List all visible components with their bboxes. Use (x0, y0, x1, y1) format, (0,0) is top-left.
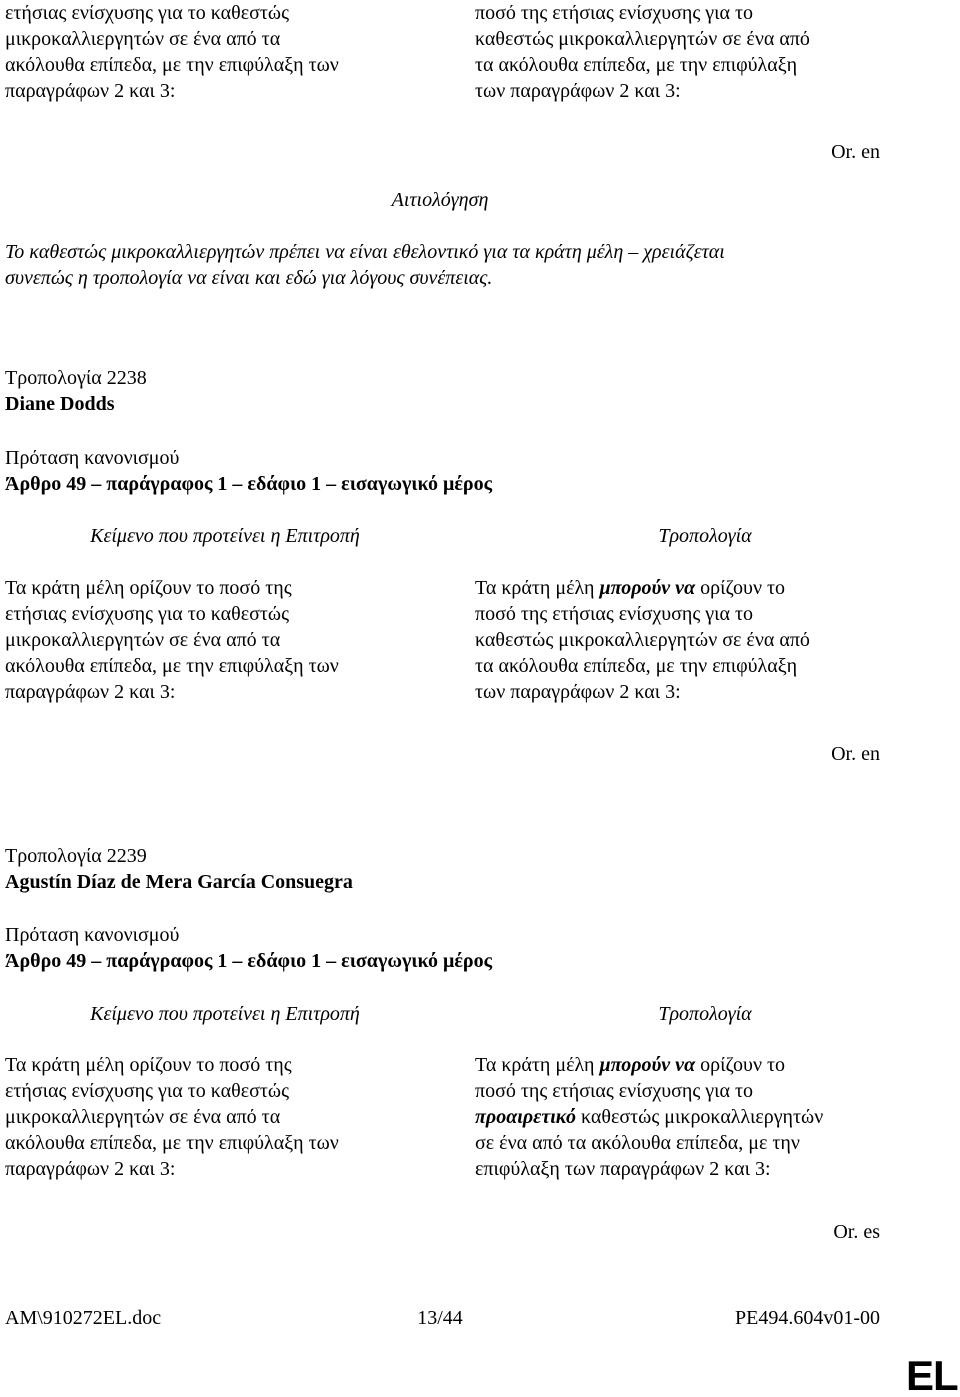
original-language: Or. en (831, 141, 880, 163)
prev-commission-text (5, 0, 445, 104)
amendment-heading: Τροπολογία (658, 525, 752, 547)
original-language: Or. en (831, 743, 880, 765)
article-reference: Άρθρο 49 – παράγραφος 1 – εδάφιο 1 – εισαγωγικό μέρος (5, 473, 493, 495)
emphasized-change: μπορούν να (599, 577, 696, 599)
amendment-text (475, 575, 935, 705)
text-line (475, 575, 935, 601)
emphasized-change: μπορούν να (599, 1054, 696, 1076)
prev-amendment-text (475, 0, 935, 104)
text-line: ετήσιας ενίσχυσης για το καθεστώς (5, 2, 289, 24)
amendment-2238-reference (5, 445, 885, 497)
text-line: συνεπώς η τροπολογία να είναι και εδώ για λόγους συνέπειας. (5, 267, 493, 289)
commission-text-heading: Κείμενο που προτείνει η Επιτροπή (90, 1003, 360, 1025)
amendment-number: Τροπολογία 2239 (5, 845, 147, 867)
emphasized-change: προαιρετικό (475, 1106, 576, 1128)
proposal-label: Πρόταση κανονισμού (5, 447, 180, 469)
text-line: καθεστώς μικροκαλλιεργητών σε ένα από (475, 629, 810, 651)
text-line: σε ένα από τα ακόλουθα επίπεδα, με την (475, 1132, 800, 1154)
commission-text (5, 1052, 445, 1182)
text-line: παραγράφων 2 και 3: (5, 80, 176, 102)
commission-text-heading: Κείμενο που προτείνει η Επιτροπή (90, 525, 360, 547)
text-line: των παραγράφων 2 και 3: (475, 681, 681, 703)
text-line: τα ακόλουθα επίπεδα, με την επιφύλαξη (475, 655, 798, 677)
text-line: επιφύλαξη των παραγράφων 2 και 3: (475, 1158, 771, 1180)
footer-pe-reference: PE494.604v01-00 (735, 1307, 880, 1329)
text-line: ποσό της ετήσιας ενίσχυσης για το (475, 1080, 754, 1102)
text-line: ακόλουθα επίπεδα, με την επιφύλαξη των (5, 655, 339, 677)
text-line (475, 1052, 935, 1078)
text-line: ετήσιας ενίσχυσης για το καθεστώς (5, 1080, 289, 1102)
text-line: ποσό της ετήσιας ενίσχυσης για το (475, 603, 754, 625)
footer-doc-reference: AM\910272EL.doc (5, 1307, 162, 1329)
article-reference: Άρθρο 49 – παράγραφος 1 – εδάφιο 1 – εισαγωγικό μέρος (5, 950, 493, 972)
amendment-number: Τροπολογία 2238 (5, 367, 147, 389)
amendment-2239-reference (5, 922, 885, 974)
text-line: Το καθεστώς μικροκαλλιεργητών πρέπει να είναι εθελοντικό για τα κράτη μέλη – χρειάζεται (5, 241, 725, 263)
text-line: καθεστώς μικροκαλλιεργητών σε ένα από (475, 28, 810, 50)
text-segment: Τα κράτη μέλη (475, 1054, 600, 1076)
justification-title (0, 187, 880, 213)
text-line: μικροκαλλιεργητών σε ένα από τα (5, 28, 281, 50)
text-line: ακόλουθα επίπεδα, με την επιφύλαξη των (5, 54, 339, 76)
commission-text (5, 575, 445, 705)
text-line: ποσό της ετήσιας ενίσχυσης για το (475, 2, 754, 24)
text-segment: καθεστώς μικροκαλλιεργητών (576, 1106, 824, 1128)
justification-heading: Αιτιολόγηση (391, 189, 489, 211)
original-language: Or. es (833, 1221, 880, 1243)
text-line: μικροκαλλιεργητών σε ένα από τα (5, 629, 281, 651)
text-segment: ορίζουν το (695, 1054, 786, 1076)
text-line: τα ακόλουθα επίπεδα, με την επιφύλαξη (475, 54, 798, 76)
amendment-author: Agustín Díaz de Mera García Consuegra (5, 871, 353, 893)
justification-text (5, 239, 905, 291)
language-badge: EL (906, 1352, 958, 1397)
text-line (475, 1104, 935, 1130)
proposal-label: Πρόταση κανονισμού (5, 924, 180, 946)
amendment-2239-header (5, 843, 885, 895)
text-line: παραγράφων 2 και 3: (5, 1158, 176, 1180)
text-line: Τα κράτη μέλη ορίζουν το ποσό της (5, 1054, 292, 1076)
amendment-heading: Τροπολογία (658, 1003, 752, 1025)
amendment-author: Diane Dodds (5, 393, 115, 415)
text-segment: Τα κράτη μέλη (475, 577, 600, 599)
text-line: των παραγράφων 2 και 3: (475, 80, 681, 102)
text-line: ετήσιας ενίσχυσης για το καθεστώς (5, 603, 289, 625)
footer-page-number: 13/44 (417, 1307, 463, 1329)
amendment-2238-header (5, 365, 885, 417)
text-segment: ορίζουν το (695, 577, 786, 599)
text-line: ακόλουθα επίπεδα, με την επιφύλαξη των (5, 1132, 339, 1154)
text-line: μικροκαλλιεργητών σε ένα από τα (5, 1106, 281, 1128)
amendment-text (475, 1052, 935, 1182)
text-line: Τα κράτη μέλη ορίζουν το ποσό της (5, 577, 292, 599)
text-line: παραγράφων 2 και 3: (5, 681, 176, 703)
